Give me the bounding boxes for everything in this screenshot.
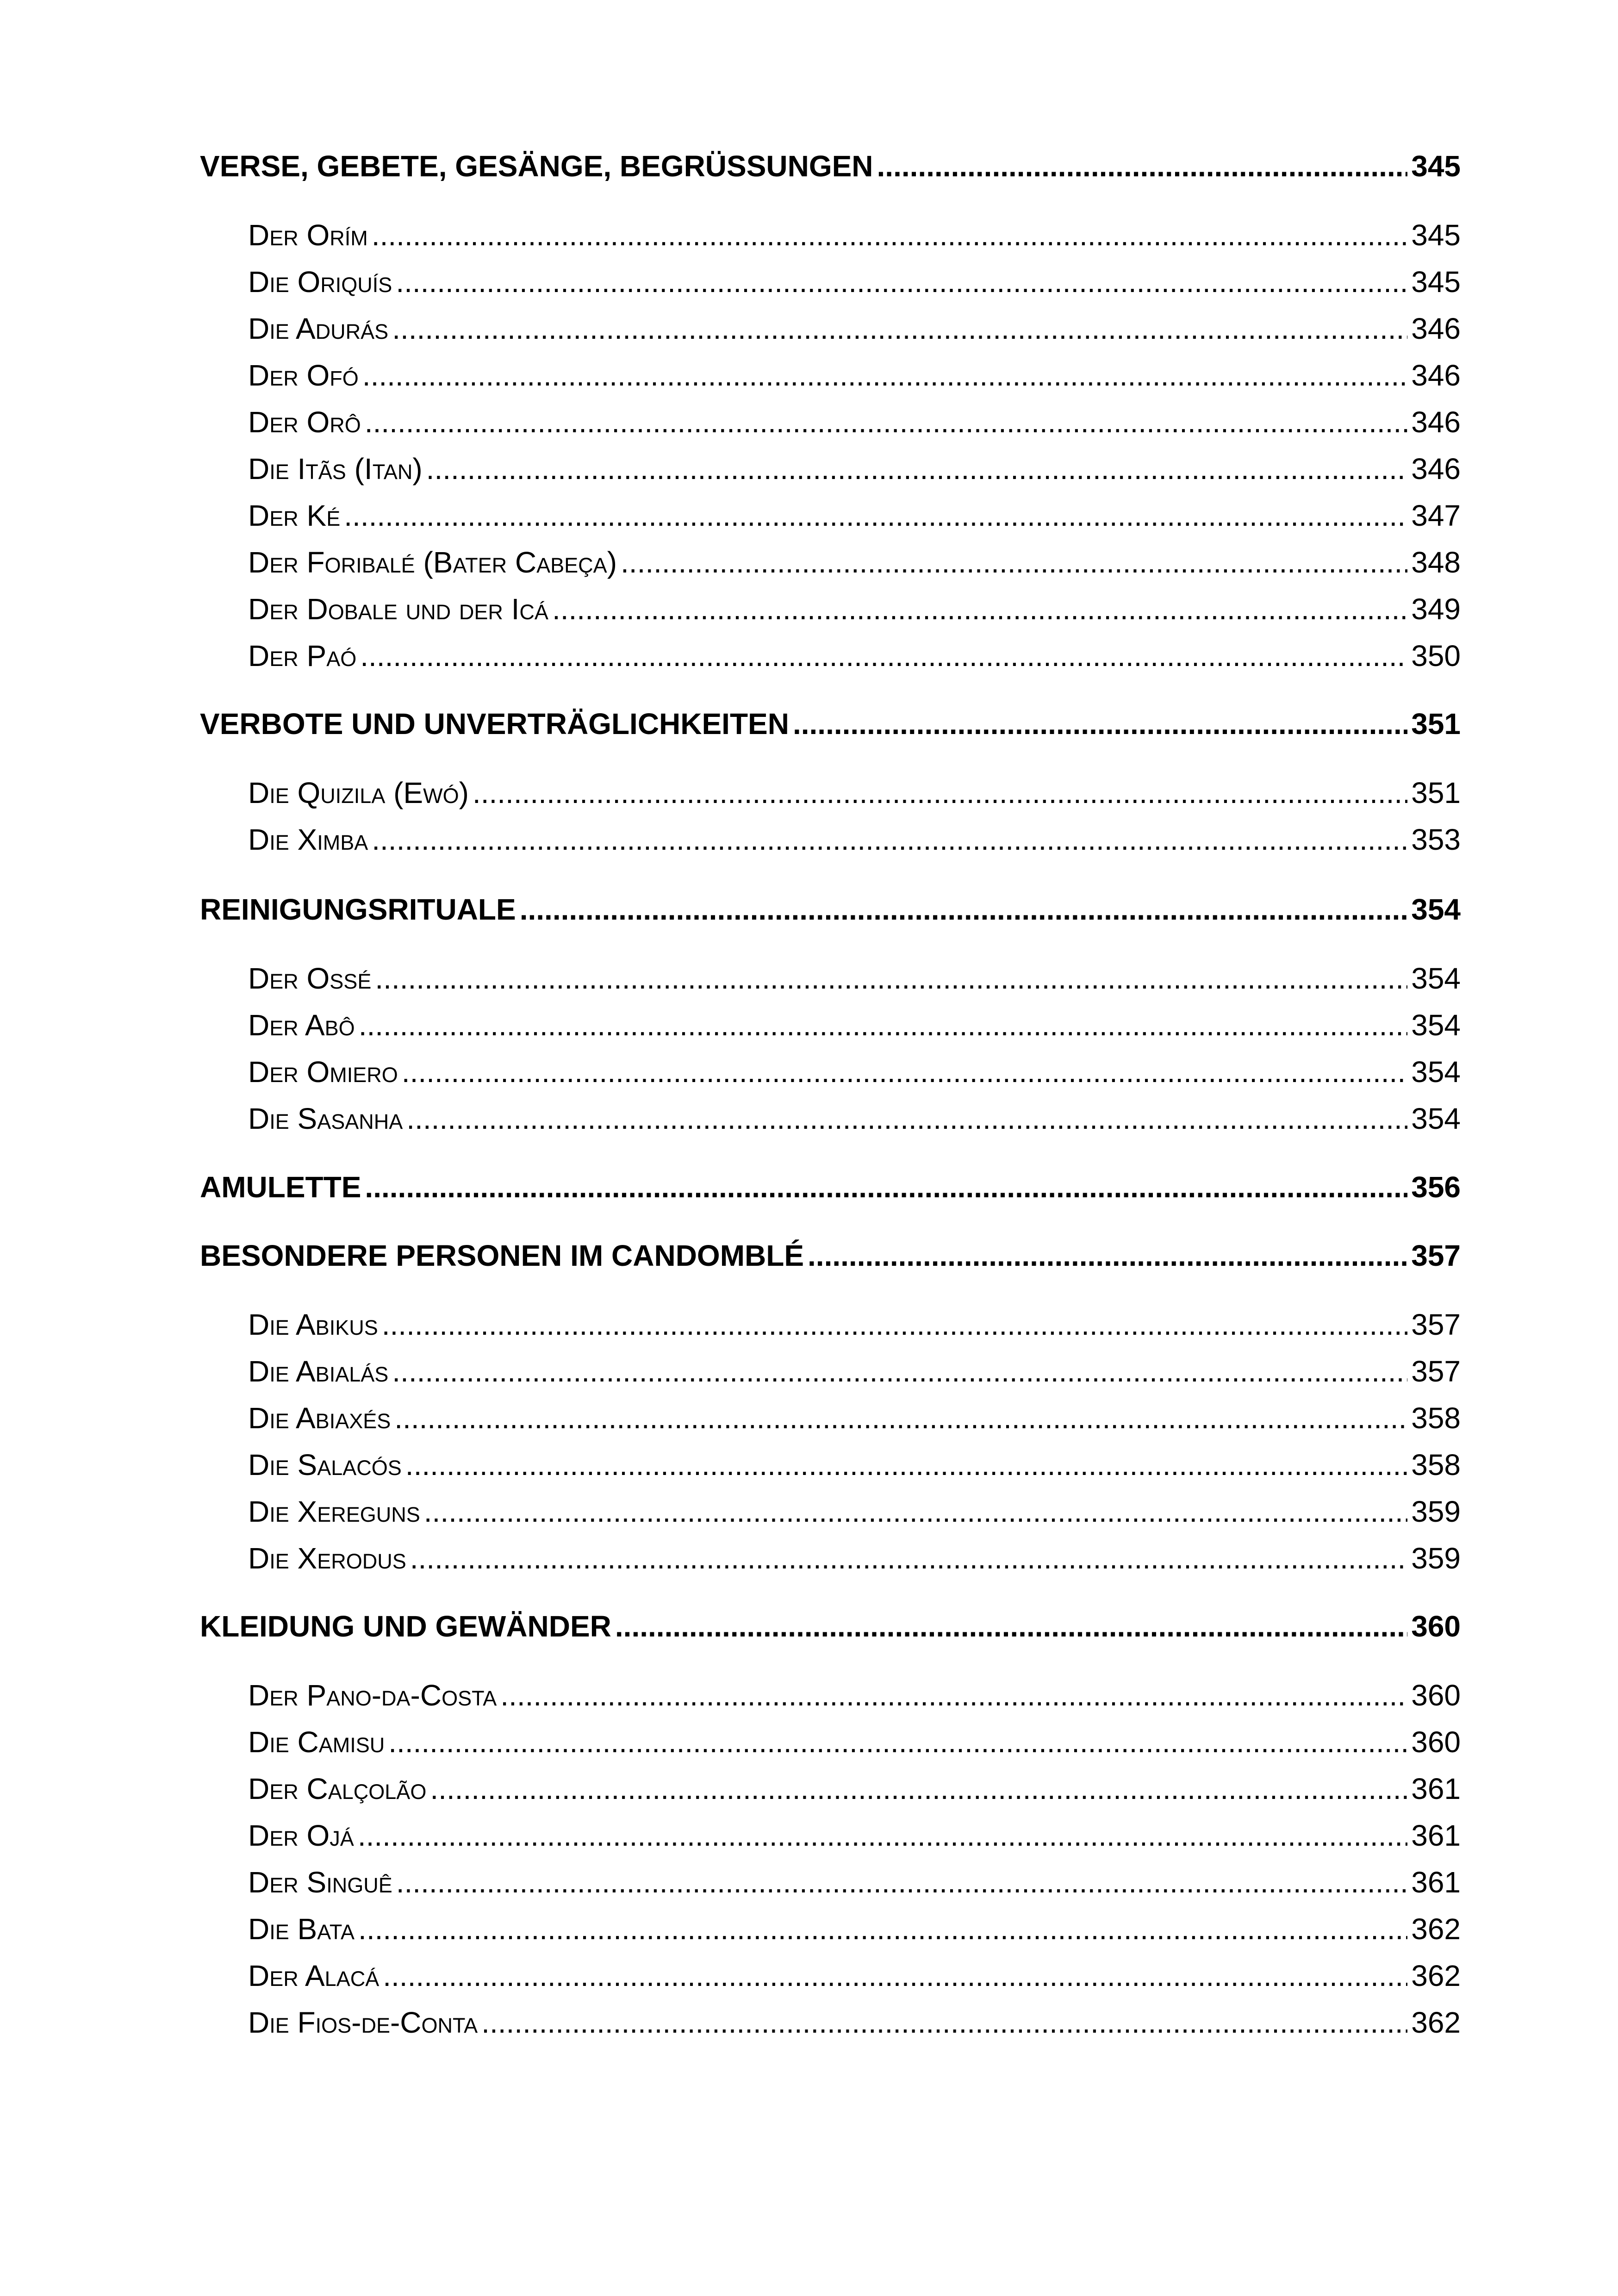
toc-page-number: 354: [1411, 1102, 1461, 1135]
toc-leader-dots: [426, 452, 1408, 486]
toc-page-number: 347: [1411, 499, 1461, 532]
toc-entry-title: Der Singuê: [248, 1866, 392, 1899]
toc-entry[interactable]: [248, 592, 1461, 634]
toc-page-number: 361: [1411, 1772, 1461, 1805]
toc-entry-title: Der Ofó: [248, 359, 359, 392]
toc-page-number: 356: [1411, 1170, 1461, 1204]
toc-leader-dots: [430, 1772, 1407, 1806]
toc-page-number: 359: [1411, 1542, 1461, 1575]
toc-page-number: 354: [1411, 1008, 1461, 1042]
toc-page-number: 354: [1411, 893, 1461, 926]
toc-entry-title: Die Sasanha: [248, 1102, 403, 1135]
toc-page-number: 360: [1411, 1610, 1461, 1643]
toc-section-title: AMULETTE: [200, 1170, 361, 1204]
toc-entry[interactable]: [248, 1865, 1461, 1907]
toc-leader-dots: [365, 1170, 1407, 1204]
toc-entry[interactable]: [248, 1541, 1461, 1583]
toc-leader-dots: [392, 311, 1407, 346]
toc-leader-dots: [402, 1055, 1407, 1089]
toc-entry-title: Der Ossé: [248, 962, 372, 995]
toc-entry-title: Der Calçolão: [248, 1772, 427, 1805]
toc-leader-dots: [396, 265, 1407, 299]
toc-leader-dots: [405, 1448, 1407, 1482]
toc-entry[interactable]: [248, 1818, 1461, 1860]
toc-page-number: 360: [1411, 1725, 1461, 1759]
toc-leader-dots: [382, 1307, 1408, 1342]
toc-page-number: 345: [1411, 265, 1461, 299]
toc-leader-dots: [621, 545, 1407, 579]
toc-section-heading[interactable]: [200, 1170, 1461, 1212]
toc-entry[interactable]: [248, 822, 1461, 864]
toc-entry[interactable]: [248, 961, 1461, 1003]
toc-entry-title: Die Oriquís: [248, 265, 392, 299]
toc-page-number: 359: [1411, 1495, 1461, 1528]
toc-page-number: 345: [1411, 149, 1461, 183]
toc-page-number: 346: [1411, 359, 1461, 392]
toc-entry[interactable]: [248, 498, 1461, 540]
toc-section-title: KLEIDUNG UND GEWÄNDER: [200, 1610, 611, 1643]
toc-leader-dots: [410, 1541, 1407, 1575]
toc-leader-dots: [406, 1101, 1407, 1136]
toc-section-heading[interactable]: [200, 892, 1461, 934]
toc-entry[interactable]: [248, 218, 1461, 260]
toc-leader-dots: [394, 1401, 1407, 1435]
toc-page-number: 358: [1411, 1448, 1461, 1481]
toc-section-heading[interactable]: [200, 1238, 1461, 1280]
toc-entry[interactable]: [248, 1008, 1461, 1050]
toc-entry-title: Der Abô: [248, 1008, 355, 1042]
toc-leader-dots: [344, 498, 1407, 533]
toc-entry-title: Der Ké: [248, 499, 341, 532]
toc-entry[interactable]: [248, 2005, 1461, 2047]
toc-leader-dots: [396, 1865, 1408, 1899]
toc-entry[interactable]: [248, 452, 1461, 493]
toc-page-number: 345: [1411, 218, 1461, 252]
toc-leader-dots: [362, 358, 1407, 392]
toc-leader-dots: [481, 2005, 1407, 2040]
toc-entry-title: Der Orím: [248, 218, 368, 252]
toc-leader-dots: [520, 892, 1408, 927]
toc-leader-dots: [365, 405, 1407, 439]
toc-entry-title: Die Bata: [248, 1912, 355, 1946]
toc-entry-title: Die Fios-de-Conta: [248, 2006, 478, 2039]
toc-leader-dots: [793, 707, 1407, 741]
toc-entry-title: Der Paó: [248, 639, 357, 672]
toc-entry-title: Die Abialás: [248, 1355, 389, 1388]
toc-leader-dots: [372, 218, 1407, 252]
toc-entry[interactable]: [248, 1401, 1461, 1443]
toc-entry-title: Die Adurás: [248, 312, 389, 345]
toc-entry[interactable]: [248, 1101, 1461, 1143]
toc-entry-title: Die Camisu: [248, 1725, 385, 1759]
toc-entry[interactable]: [248, 1772, 1461, 1813]
toc-entry-title: Der Foribalé (Bater Cabeça): [248, 546, 617, 579]
toc-entry[interactable]: [248, 1494, 1461, 1536]
toc-leader-dots: [392, 1354, 1407, 1388]
toc-entry[interactable]: [248, 358, 1461, 400]
toc-entry[interactable]: [248, 1055, 1461, 1096]
toc-section-heading[interactable]: [200, 707, 1461, 748]
toc-leader-dots: [360, 639, 1407, 673]
toc-page-number: 362: [1411, 2006, 1461, 2039]
toc-section-title: VERBOTE UND UNVERTRÄGLICHKEITEN: [200, 707, 789, 740]
toc-section-title: REINIGUNGSRITUALE: [200, 893, 516, 926]
toc-entry[interactable]: [248, 1354, 1461, 1396]
toc-section-title: BESONDERE PERSONEN IM CANDOMBLÉ: [200, 1239, 804, 1272]
toc-entry[interactable]: [248, 639, 1461, 680]
toc-leader-dots: [358, 1912, 1407, 1946]
toc-leader-dots: [372, 822, 1407, 857]
toc-page-number: 361: [1411, 1866, 1461, 1899]
toc-leader-dots: [615, 1609, 1407, 1643]
toc-entry-title: Der Dobale und der Icá: [248, 592, 548, 626]
toc-entry[interactable]: [248, 1725, 1461, 1767]
toc-page-number: 348: [1411, 546, 1461, 579]
toc-leader-dots: [552, 592, 1407, 626]
toc-section-heading[interactable]: [200, 1609, 1461, 1651]
toc-entry-title: Der Alacá: [248, 1959, 380, 1992]
toc-page-number: 357: [1411, 1239, 1461, 1272]
toc-entry-title: Die Xerodus: [248, 1542, 406, 1575]
toc-page-number: 346: [1411, 452, 1461, 485]
toc-page-number: 362: [1411, 1959, 1461, 1992]
toc-entry[interactable]: [248, 405, 1461, 447]
toc-entry-title: Der Ojá: [248, 1819, 354, 1852]
toc-page-number: 357: [1411, 1355, 1461, 1388]
toc-entry-title: Der Orô: [248, 405, 361, 439]
toc-page-number: 354: [1411, 1055, 1461, 1089]
toc-section-title: VERSE, GEBETE, GESÄNGE, BEGRÜSSUNGEN: [200, 149, 873, 183]
toc-entry[interactable]: [248, 1307, 1461, 1349]
toc-leader-dots: [358, 1818, 1407, 1853]
toc-page-number: 350: [1411, 639, 1461, 672]
toc-leader-dots: [359, 1008, 1408, 1042]
toc-page-number: 357: [1411, 1308, 1461, 1341]
toc-leader-dots: [877, 149, 1408, 183]
toc-page-number: 362: [1411, 1912, 1461, 1946]
toc-leader-dots: [808, 1238, 1407, 1273]
toc-entry[interactable]: [248, 776, 1461, 817]
toc-page-number: 360: [1411, 1679, 1461, 1712]
toc-entry-title: Die Ximba: [248, 823, 368, 856]
toc-entry-title: Die Quizila (Ewó): [248, 776, 469, 809]
toc-entry-title: Die Itãs (Itan): [248, 452, 423, 485]
toc-entry-title: Die Xereguns: [248, 1495, 420, 1528]
toc-entry[interactable]: [248, 1912, 1461, 1954]
toc-page-number: 351: [1411, 776, 1461, 809]
toc-page-number: 346: [1411, 312, 1461, 345]
toc-section-heading[interactable]: [200, 149, 1461, 191]
toc-entry-title: Der Omiero: [248, 1055, 398, 1089]
toc-leader-dots: [383, 1959, 1407, 1993]
toc-page-number: 354: [1411, 962, 1461, 995]
toc-entry[interactable]: [248, 1959, 1461, 2000]
toc-leader-dots: [500, 1678, 1407, 1712]
toc-page-number: 361: [1411, 1819, 1461, 1852]
toc-entry[interactable]: [248, 265, 1461, 306]
toc-entry-title: Die Salacós: [248, 1448, 402, 1481]
toc-page-number: 351: [1411, 707, 1461, 740]
toc-page-number: 346: [1411, 405, 1461, 439]
toc-leader-dots: [375, 961, 1407, 996]
toc-leader-dots: [473, 776, 1407, 810]
toc-page-number: 349: [1411, 592, 1461, 626]
toc-leader-dots: [424, 1494, 1407, 1529]
toc-entry[interactable]: [248, 545, 1461, 587]
toc-entry-title: Die Abiaxés: [248, 1401, 391, 1435]
toc-leader-dots: [388, 1725, 1407, 1759]
toc-entry-title: Die Abikus: [248, 1308, 378, 1341]
toc-entry[interactable]: [248, 1448, 1461, 1489]
toc-entry[interactable]: [248, 311, 1461, 353]
toc-page-number: 358: [1411, 1401, 1461, 1435]
toc-entry[interactable]: [248, 1678, 1461, 1720]
toc-entry-title: Der Pano-da-Costa: [248, 1679, 497, 1712]
toc-page-number: 353: [1411, 823, 1461, 856]
